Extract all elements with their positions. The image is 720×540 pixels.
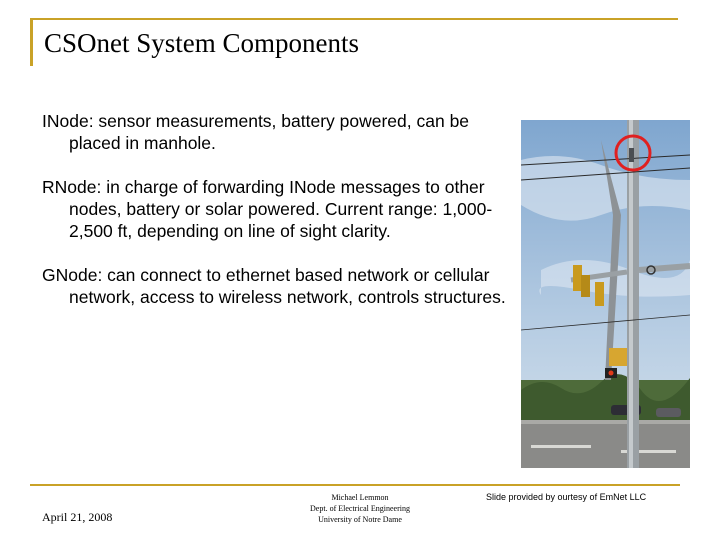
title-top-rule	[30, 18, 678, 20]
bullet-list	[42, 110, 512, 330]
bullet-text: sensor measurements, battery powered, can be placed in manhole.	[69, 111, 470, 153]
footer-credit: Slide provided by ourtesy of EmNet LLC	[486, 492, 647, 502]
bullet-term: RNode:	[42, 177, 102, 197]
bullet-term: GNode:	[42, 265, 103, 285]
slide-title: CSOnet System Components	[44, 28, 360, 58]
footer-date: April 21, 2008	[42, 510, 113, 524]
footer-author-name: Michael Lemmon	[331, 493, 389, 502]
bullet-inode	[42, 110, 512, 154]
bullet-term: INode:	[42, 111, 94, 131]
rnode-pole-photo	[521, 120, 690, 468]
title-left-rule	[30, 18, 33, 66]
bullet-rnode	[42, 176, 512, 242]
footer-author	[290, 492, 430, 525]
footer-author-univ: University of Notre Dame	[318, 515, 402, 524]
bullet-text: in charge of forwarding INode messages to other nodes, battery or solar powered. Current range: 1,000-2,500 ft, depending on line of sight clarity.	[69, 177, 493, 241]
footer-rule	[30, 484, 680, 486]
bullet-gnode	[42, 264, 512, 308]
footer-author-dept: Dept. of Electrical Engineering	[310, 504, 410, 513]
bullet-text: can connect to ethernet based network or cellular network, access to wireless network, controls structures.	[69, 265, 506, 307]
